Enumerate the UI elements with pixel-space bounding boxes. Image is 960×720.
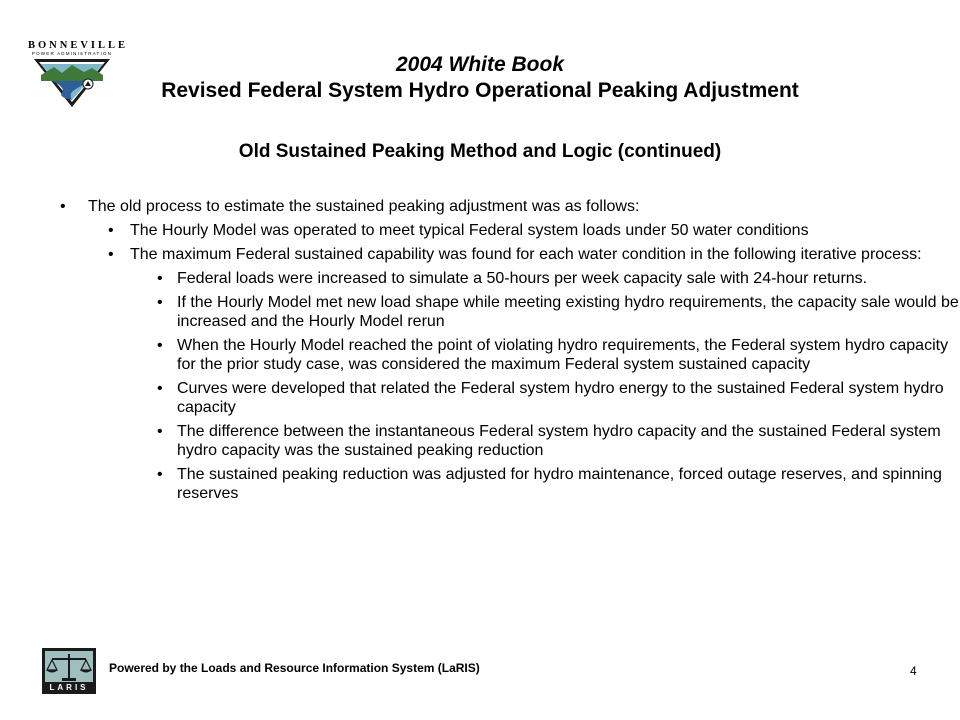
bullet-text: When the Hourly Model reached the point of violating hydro requirements, the Federal system hydro capacity for the prior study case, was considered the maximum Federal system sustained capacity — [177, 337, 949, 373]
bullet-text: The difference between the instantaneous Federal system hydro capacity and the sustained Federal system hydro capacity was the sustained peaking reduction — [177, 423, 941, 459]
bullet-marker: • — [157, 466, 163, 483]
title-line-2: Revised Federal System Hydro Operational Peaking Adjustment — [161, 79, 799, 102]
laris-logo — [42, 648, 96, 694]
slide-title — [0, 52, 960, 104]
bullet-text: The Hourly Model was operated to meet typical Federal system loads under 50 water conditions — [130, 222, 809, 239]
bullet-marker: • — [157, 337, 163, 354]
bullet-marker: • — [157, 423, 163, 440]
bullet-item — [60, 336, 960, 374]
section-subtitle: Old Sustained Peaking Method and Logic (continued) — [238, 141, 722, 162]
bullet-item — [60, 221, 960, 240]
bullet-item — [60, 269, 960, 288]
bullet-item — [60, 465, 960, 503]
bullet-marker: • — [157, 380, 163, 397]
title-line-1: 2004 White Book — [395, 53, 565, 76]
bullet-text: Curves were developed that related the Federal system hydro energy to the sustained Federal system hydro capacity — [177, 380, 944, 416]
bullet-item — [60, 197, 960, 216]
bullet-marker: • — [157, 294, 163, 311]
bullet-marker: • — [157, 270, 163, 287]
footer-text: Powered by the Loads and Resource Information System (LaRIS) — [109, 661, 480, 675]
bullet-item — [60, 293, 960, 331]
laris-logo-text: LARIS — [49, 683, 89, 692]
bullet-text: If the Hourly Model met new load shape while meeting existing hydro requirements, the capacity sale would be increased and the Hourly Model rerun — [177, 294, 959, 330]
bullet-item — [60, 379, 960, 417]
bullet-marker: • — [108, 222, 114, 239]
bullet-text: Federal loads were increased to simulate a 50-hours per week capacity sale with 24-hour returns. — [177, 270, 868, 287]
bullet-item — [60, 422, 960, 460]
bullet-marker: • — [60, 198, 66, 215]
bullet-item — [60, 245, 960, 264]
bpa-logo-subtext: POWER ADMINISTRATION — [31, 51, 113, 56]
bullet-list — [60, 197, 960, 508]
bullet-text: The old process to estimate the sustained peaking adjustment was as follows: — [88, 198, 640, 215]
bullet-text: The maximum Federal sustained capability was found for each water condition in the following iterative process: — [130, 246, 922, 263]
bullet-text: The sustained peaking reduction was adjusted for hydro maintenance, forced outage reserves, and spinning reserves — [177, 466, 942, 502]
bullet-marker: • — [108, 246, 114, 263]
page-number: 4 — [910, 664, 917, 678]
bpa-logo-text: BONNEVILLE — [28, 40, 129, 51]
